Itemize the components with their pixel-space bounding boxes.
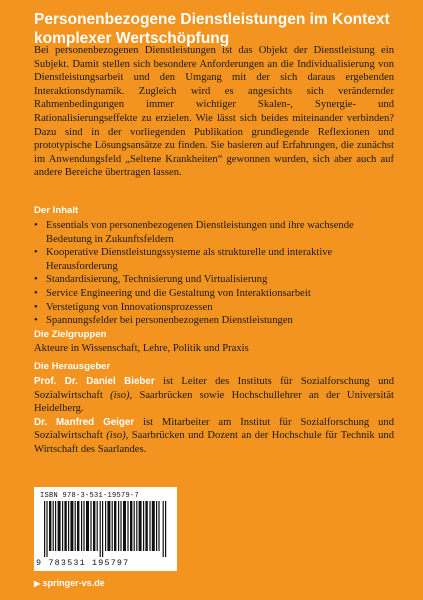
target-audience-text: Akteure in Wissenschaft, Lehre, Politik und Praxis — [34, 343, 249, 354]
barcode-digits: 9 783531 195797 — [36, 558, 130, 568]
section-heading-herausgeber: Die Herausgeber — [34, 361, 111, 372]
intro-paragraph: Bei personenbezogenen Dienstleistungen ist das Objekt der Dienstleistung ein Subjekt. Damit stellen sich besondere Anforderungen an die Individualisierung von Dienstleistungsarbeit und den Umgang mit der sich daraus ergebenden Interaktionsdynamik. Zugleich wird es angesichts sich verändernder Rahmenbedingungen immer wichtiger Skalen-, Synergie- und Rationalisierungseffekte zu erzielen. Wie lässt sich beides miteinander verbinden? Dazu sind in der vorliegenden Publikation grundlegende Reflexionen und prototypische Lösungsansätze zu finden. Sie basieren auf Erfahrungen, die zunächst im Anwendungsfeld „Seltene Krankheiten“ gewonnen wurden, sich aber auch auf andere Bereiche übertragen lassen. — [34, 45, 394, 179]
publisher-footer[interactable] — [34, 578, 105, 588]
publisher-url[interactable]: springer-vs.de — [42, 578, 105, 588]
barcode-icon — [44, 501, 168, 557]
arrow-right-icon: ▶ — [34, 579, 41, 588]
institute-abbrev: (iso) — [106, 430, 126, 442]
editor-bio-1 — [34, 375, 394, 416]
list-item: • Essentials von personenbezogenen Dienstleistungen und ihre wachsende Bedeutung in Zukunftsfeldern — [34, 219, 394, 246]
editor-bio-2 — [34, 416, 394, 457]
editors-block — [34, 375, 394, 457]
editor-bio-text: ist Mitarbeiter am Institut für Sozialforschung und Sozialwirtschaft — [34, 416, 394, 442]
contents-list — [34, 219, 394, 328]
editor-bio-text: , Saarbrücken und Dozent an der Hochschule für Technik und Wirtschaft des Saarlandes. — [34, 430, 394, 455]
editor-name-1: Prof. Dr. Daniel Bieber — [34, 376, 155, 387]
editor-bio-text: ist Leiter des Instituts für Sozialforschung und Sozialwirtschaft — [34, 376, 394, 401]
section-heading-zielgruppen: Die Zielgruppen — [34, 329, 107, 340]
editor-name-2: Dr. Manfred Geiger — [34, 416, 135, 428]
list-item: • Spannungsfelder bei personenbezogenen Dienstleistungen — [34, 314, 394, 328]
editor-bio-text: , Saarbrücken sowie Hochschullehrer an der Universität Heidelberg. — [34, 389, 394, 415]
list-item: • Standardisierung, Technisierung und Virtualisierung — [34, 273, 394, 287]
barcode-label — [34, 487, 177, 571]
book-title: Personenbezogene Dienstleistungen im Kontext komplexer Wertschöpfung — [34, 11, 390, 47]
list-item: • Verstetigung von Innovationsprozessen — [34, 301, 394, 315]
list-item: • Service Engineering und die Gestaltung von Interaktionsarbeit — [34, 287, 394, 301]
isbn-text: ISBN 978-3-531-19579-7 — [40, 492, 140, 500]
institute-abbrev: (iso) — [110, 389, 130, 401]
section-heading-inhalt: Der Inhalt — [34, 205, 79, 216]
list-item: • Kooperative Dienstleistungssysteme als strukturelle und interaktive Herausforderung — [34, 246, 394, 273]
